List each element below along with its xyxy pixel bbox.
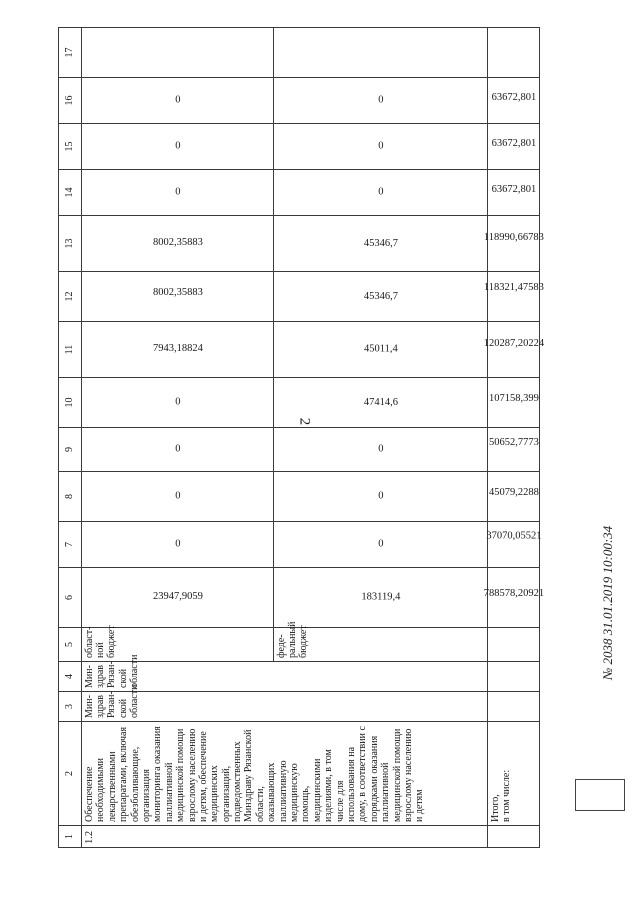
value-cell (274, 472, 488, 522)
value-text: 0 (377, 186, 384, 198)
value-cell (274, 568, 488, 628)
value-text: 50652,7773 (488, 437, 539, 449)
header-cell: 4 (59, 662, 82, 692)
total-value-cell (488, 28, 540, 78)
value-cell (82, 272, 274, 322)
value-cell (274, 124, 488, 170)
value-cell (274, 522, 488, 568)
regional-budget-row (82, 28, 274, 848)
header-cell: 2 (59, 722, 82, 826)
total-value-cell (488, 78, 540, 124)
value-text: 63672,801 (491, 137, 536, 149)
total-sublabel: в том числе: (501, 769, 513, 822)
value-cell (82, 322, 274, 378)
registration-footer: № 2038 31.01.2019 10:00:34 (600, 525, 615, 680)
total-empty-cell (488, 692, 540, 722)
value-cell (82, 522, 274, 568)
value-text: 0 (174, 140, 181, 152)
value-cell (82, 472, 274, 522)
total-value-cell (483, 272, 544, 322)
value-cell (82, 568, 274, 628)
funding-source-regional: област-ной бюджет (82, 628, 274, 662)
total-value-cell (483, 322, 544, 378)
value-text: 0 (377, 140, 384, 152)
value-text: 0 (377, 538, 384, 550)
total-value-cell (488, 428, 540, 472)
value-text: 63672,801 (491, 183, 536, 195)
header-cell: 17 (59, 28, 82, 78)
value-text: 45011,4 (363, 343, 398, 355)
total-empty-cell (488, 662, 540, 692)
value-cell (82, 78, 274, 124)
value-text: 8002,35883 (152, 287, 203, 299)
budget-table (58, 27, 544, 848)
value-text: 0 (174, 94, 181, 106)
value-cell (274, 322, 488, 378)
row-description: Обеспечение необходимыми лекарственными препаратами, включая обезболивающие, организация мониторинга оказания паллиативной медицинской помощи взрослому населению и детям, обеспечение медицинских организаций, подведомственных Минздраву Рязанской области, оказывающих паллиативную медицинскую помощь, медицинскими изделиями, в том числе для использования на дому, в соответствии с порядками оказания паллиативной медицинской помощи взрослому населению и детям (82, 722, 488, 826)
total-value-cell (488, 170, 540, 216)
header-cell: 7 (59, 522, 82, 568)
value-text: 47414,6 (363, 396, 398, 408)
header-cell: 1 (59, 826, 82, 848)
value-text: 118990,66783 (483, 232, 544, 244)
value-text: 0 (377, 94, 384, 106)
value-cell (82, 124, 274, 170)
value-text: 45346,7 (363, 237, 398, 249)
value-text: 0 (174, 538, 181, 550)
value-text: 0 (377, 443, 384, 455)
value-text: 45346,7 (363, 290, 398, 302)
header-cell: 6 (59, 568, 82, 628)
total-empty-cell (488, 826, 540, 848)
page-number: 2 (296, 417, 313, 426)
value-cell (82, 428, 274, 472)
value-cell (274, 78, 488, 124)
rotated-table-wrapper (58, 28, 544, 848)
header-cell: 13 (59, 216, 82, 272)
total-value-cell (483, 568, 544, 628)
row-number: 1.2 (82, 826, 488, 848)
header-cell: 3 (59, 692, 82, 722)
header-cell: 11 (59, 322, 82, 378)
executor-cell: Мин-здрав Рязан-ской области (82, 692, 488, 722)
value-text: 0 (174, 490, 181, 502)
total-value-cell (488, 124, 540, 170)
header-cell: 10 (59, 378, 82, 428)
value-text: 7943,18824 (152, 343, 203, 355)
value-text: 183119,4 (361, 591, 400, 603)
header-cell: 15 (59, 124, 82, 170)
header-row (59, 28, 82, 848)
value-text: 0 (174, 186, 181, 198)
value-text: 120287,20224 (483, 337, 544, 349)
value-cell (274, 378, 488, 428)
value-cell (274, 428, 488, 472)
header-cell: 8 (59, 472, 82, 522)
value-text: 0 (174, 396, 181, 408)
total-label: Итого, (490, 794, 501, 822)
value-text: 0 (174, 443, 181, 455)
value-text: 118321,47583 (483, 282, 544, 294)
value-cell (82, 378, 274, 428)
header-cell: 14 (59, 170, 82, 216)
value-text: 63672,801 (491, 91, 536, 103)
value-cell (82, 216, 274, 272)
total-row (488, 28, 540, 848)
total-label-cell (488, 722, 540, 826)
value-cell (274, 216, 488, 272)
value-text: 45079,2288 (488, 487, 539, 499)
total-value-cell (488, 472, 540, 522)
total-value-cell (485, 522, 542, 568)
total-value-cell (483, 216, 544, 272)
total-empty-cell (488, 628, 540, 662)
value-text: 788578,20921 (483, 587, 544, 599)
value-text: 37070,05521 (485, 530, 542, 542)
value-text: 107158,399 (488, 393, 539, 405)
header-cell: 12 (59, 272, 82, 322)
value-cell (82, 170, 274, 216)
value-text: 23947,9059 (152, 591, 203, 603)
value-cell (274, 28, 488, 78)
header-cell: 16 (59, 78, 82, 124)
stamp-icon (575, 779, 625, 811)
header-cell: 9 (59, 428, 82, 472)
header-cell: 5 (59, 628, 82, 662)
funding-source-federal: феде-ральный бюджет (274, 628, 488, 662)
customer-cell: Мин-здрав Рязан-ской области (82, 662, 488, 692)
value-cell (274, 272, 488, 322)
total-value-cell (488, 378, 540, 428)
value-cell (82, 28, 274, 78)
value-text: 8002,35883 (152, 237, 203, 249)
value-text: 0 (377, 490, 384, 502)
value-cell (274, 170, 488, 216)
